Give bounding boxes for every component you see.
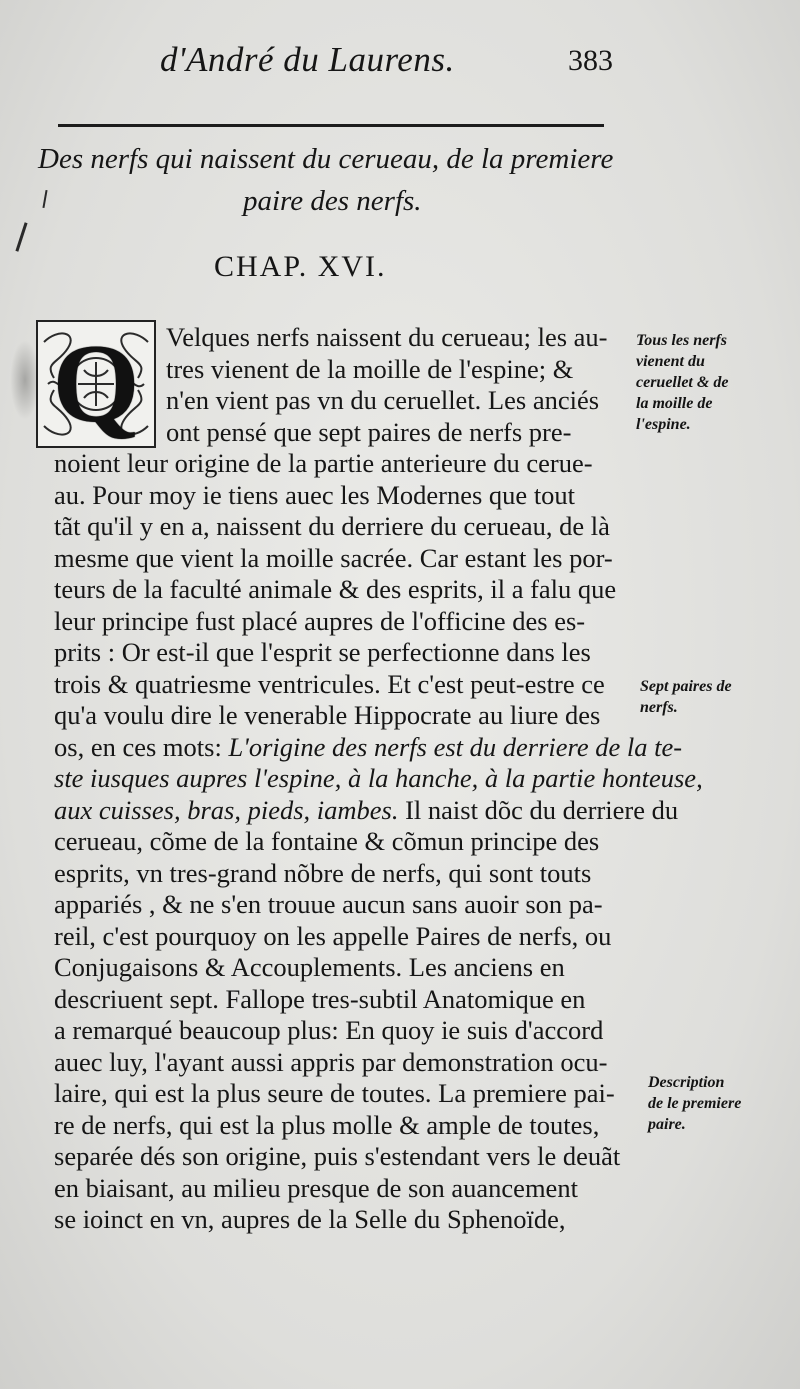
marginal-line: ceruellet & de bbox=[636, 374, 729, 391]
margin-mark bbox=[15, 222, 27, 251]
text-line bbox=[54, 794, 679, 827]
text-line: a remarqué beaucoup plus: En quoy ie suis d'accord bbox=[54, 1015, 604, 1045]
text-line: tãt qu'il y en a, naissent du derriere du cerueau, de là bbox=[54, 511, 610, 541]
text-line: trois & quatriesme ventricules. Et c'est peut-estre ce bbox=[54, 668, 605, 699]
text-line: en biaisant, au milieu presque de son auancement bbox=[54, 1172, 578, 1203]
text-line: cerueau, cõme de la fontaine & cõmun principe des bbox=[54, 826, 600, 856]
quotation-text: ste iusques aupres l'espine, à la hanche, à la partie honteuse, bbox=[54, 763, 703, 793]
text-segment: Il naist dõc du derriere du bbox=[398, 794, 679, 825]
marginal-line: de le premiere bbox=[648, 1095, 742, 1112]
marginal-line: nerfs. bbox=[640, 699, 678, 716]
text-line: re de nerfs, qui est la plus molle & ample de toutes, bbox=[54, 1109, 600, 1140]
text-line: appariés , & ne s'en trouue aucun sans auoir son pa- bbox=[54, 889, 603, 919]
text-line: descriuent sept. Fallope tres-subtil Anatomique en bbox=[54, 983, 586, 1014]
marginal-note bbox=[636, 330, 728, 435]
text-line: Velques nerfs naissent du cerueau; les au- bbox=[166, 322, 608, 352]
quotation-text: aux cuisses, bras, pieds, iambes. bbox=[54, 794, 399, 825]
text-line: teurs de la faculté animale & des esprits, il a falu que bbox=[54, 574, 617, 604]
page-number: 383 bbox=[568, 44, 613, 77]
running-title: d'André du Laurens. bbox=[160, 40, 455, 79]
marginal-line: Tous les nerfs bbox=[636, 332, 727, 349]
text-line: mesme que vient la moille sacrée. Car estant les por- bbox=[54, 542, 613, 573]
marginal-note bbox=[648, 1072, 741, 1135]
text-line: leur principe fust placé aupres de l'officine des es- bbox=[54, 605, 586, 636]
marginal-line: la moille de bbox=[636, 395, 713, 412]
chapter-number: CHAP. XVI. bbox=[214, 250, 387, 283]
marginal-line: vienent du bbox=[636, 353, 705, 370]
text-line: Conjugaisons & Accouplements. Les anciens en bbox=[54, 952, 565, 982]
marginal-note bbox=[640, 676, 732, 718]
marginal-line: Sept paires de bbox=[640, 678, 732, 695]
text-line: auec luy, l'ayant aussi appris par demonstration ocu- bbox=[54, 1046, 608, 1077]
text-line: prits : Or est-il que l'esprit se perfectionne dans les bbox=[54, 637, 591, 667]
text-line bbox=[54, 731, 683, 764]
text-line: ont pensé que sept paires de nerfs pre- bbox=[166, 416, 572, 447]
text-line: se ioinct en vn, aupres de la Selle du Sphenoïde, bbox=[54, 1204, 566, 1234]
marginal-line: paire. bbox=[648, 1116, 686, 1133]
text-line: qu'a voulu dire le venerable Hippocrate au liure des bbox=[54, 700, 601, 730]
text-line: n'en vient pas vn du ceruellet. Les anciés bbox=[166, 385, 600, 415]
text-line: au. Pour moy ie tiens auec les Modernes que tout bbox=[54, 479, 576, 510]
chapter-heading-line: paire des nerfs. bbox=[243, 185, 422, 217]
text-line: separée dés son origine, puis s'estendant vers le deuãt bbox=[54, 1141, 621, 1171]
header-rule bbox=[58, 124, 604, 127]
marginal-line: l'espine. bbox=[636, 416, 691, 433]
chapter-heading-line: Des nerfs qui naissent du cerueau, de la premiere bbox=[38, 143, 614, 175]
text-segment: os, en ces mots: bbox=[54, 731, 229, 762]
text-line bbox=[54, 763, 703, 795]
text-line: esprits, vn tres-grand nõbre de nerfs, qui sont touts bbox=[54, 857, 592, 888]
chapter-heading bbox=[38, 138, 658, 222]
quotation-text: L'origine des nerfs est du derriere de la te- bbox=[228, 731, 683, 762]
dropcap-letter: Q bbox=[52, 322, 140, 446]
text-line: noient leur origine de la partie anterieure du cerue- bbox=[54, 448, 593, 478]
text-line: tres vienent de la moille de l'espine; & bbox=[166, 353, 574, 384]
marginal-line: Description bbox=[648, 1074, 725, 1091]
text-line: reil, c'est pourquoy on les appelle Paires de nerfs, ou bbox=[54, 920, 612, 951]
text-line: laire, qui est la plus seure de toutes. La premiere pai- bbox=[54, 1078, 615, 1108]
